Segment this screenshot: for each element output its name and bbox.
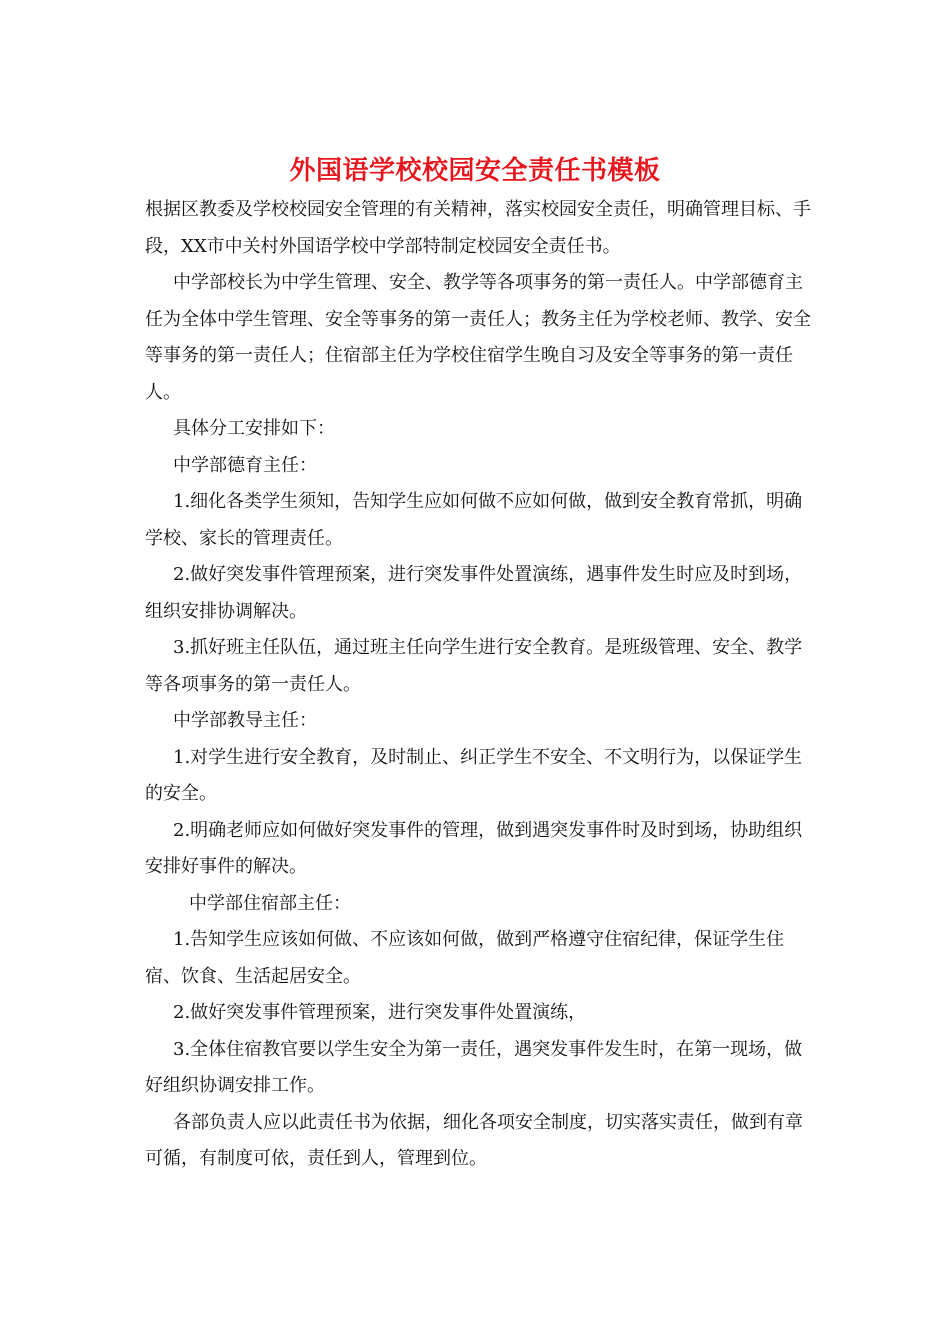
closing-paragraph: 各部负责人应以此责任书为依据，细化各项安全制度，切实落实责任，做到有章可循，有制度可依，责任到人，管理到位。	[145, 1111, 803, 1169]
division-heading: 具体分工安排如下：	[173, 418, 335, 439]
list-item: 2.做好突发事件管理预案，进行突发事件处置演练，	[173, 1002, 587, 1023]
document-title: 外国语学校校园安全责任书模板	[289, 156, 661, 186]
list-item: 1.细化各类学生须知，告知学生应如何做不应如何做，做到安全教育常抓，明确学校、家长的管理责任。	[145, 491, 803, 549]
responsibility-paragraph: 中学部校长为中学生管理、安全、教学等各项事务的第一责任人。中学部德育主任为全体中学生管理、安全等事务的第一责任人；教务主任为学校老师、教学、安全等事务的第一责任人；住宿部主任为学校住宿学生晚自习及安全等事务的第一责任人。	[145, 272, 811, 403]
list-item: 2.做好突发事件管理预案，进行突发事件处置演练，遇事件发生时应及时到场，组织安排协调解决。	[145, 564, 803, 622]
section-heading-dormitory-director: 中学部住宿部主任：	[189, 892, 351, 914]
intro-paragraph: 根据区教委及学校校园安全管理的有关精神，落实校园安全责任，明确管理目标、手段，XX市中关村外国语学校中学部特制定校园安全责任书。	[145, 199, 811, 257]
list-item: 1.对学生进行安全教育，及时制止、纠正学生不安全、不文明行为，以保证学生的安全。	[145, 746, 803, 804]
document-body	[145, 192, 817, 1178]
list-item: 3.全体住宿教官要以学生安全为第一责任，遇突发事件发生时，在第一现场，做好组织协调安排工作。	[145, 1038, 803, 1096]
list-item: 3.抓好班主任队伍，通过班主任向学生进行安全教育。是班级管理、安全、教学等各项事务的第一责任人。	[145, 637, 803, 695]
section-heading-academic-director: 中学部教导主任：	[173, 710, 317, 731]
section-heading-moral-director: 中学部德育主任：	[173, 454, 317, 476]
list-item: 1.告知学生应该如何做、不应该如何做，做到严格遵守住宿纪律，保证学生住宿、饮食、生活起居安全。	[145, 929, 785, 987]
list-item: 2.明确老师应如何做好突发事件的管理，做到遇突发事件时及时到场，协助组织安排好事件的解决。	[145, 819, 803, 877]
